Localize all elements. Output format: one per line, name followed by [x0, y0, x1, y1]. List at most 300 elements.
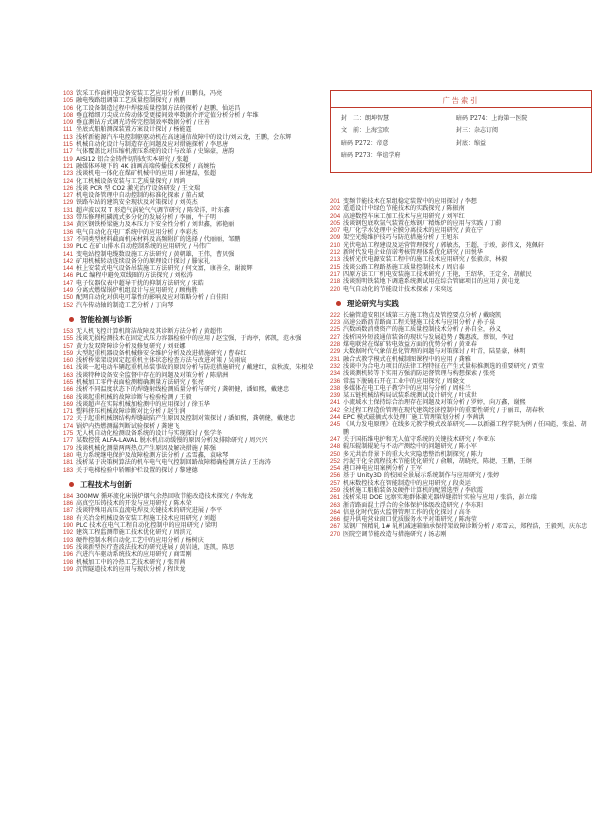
page-number: 263 — [330, 501, 341, 509]
page-number: 163 — [63, 371, 74, 379]
article-title: 浅谈测机转等下实用方强消防运督管理与构想探索 / 张亮 — [343, 370, 496, 378]
section-header-smart — [63, 314, 325, 325]
ad-divider — [331, 107, 591, 108]
article-title: 300MW 循环流化床锅炉烟气余热回收节能改造技术探究 / 李海龙 — [76, 492, 254, 500]
left-column — [63, 90, 325, 573]
article-title: PLC 在矿山排水自动控制系统的应用研究 / 马伟广 — [76, 243, 211, 251]
page-number: 108 — [63, 111, 74, 119]
page-number: 210 — [330, 241, 341, 249]
page-number: 150 — [63, 294, 74, 302]
article-title: 电厂化学水处理中全膜分离技术的应用研究 / 黄在宁 — [343, 227, 483, 235]
page-number: 136 — [63, 228, 74, 236]
page-number: 174 — [63, 422, 74, 430]
article-title: 电子仪器仪表中超导干扰的抑制方法研究 / 宋皓 — [76, 279, 204, 287]
page-number: 106 — [63, 104, 74, 112]
toc-entry — [330, 286, 592, 293]
page-number: 179 — [63, 444, 74, 452]
page-number: 248 — [330, 443, 341, 451]
page-number: 105 — [63, 97, 74, 105]
toc-entry — [63, 229, 325, 236]
toc-entry — [330, 531, 592, 538]
article-title: 硬件控制水利自动化工艺中的应用分析 / 杨树庆 — [76, 536, 204, 544]
page-number: 250 — [330, 450, 341, 458]
toc-entry — [330, 472, 592, 479]
page-number: 204 — [330, 212, 341, 220]
toc-entry — [63, 126, 325, 133]
toc-entry — [63, 221, 325, 228]
page-number: 134 — [63, 221, 74, 229]
page-number: 247 — [330, 435, 341, 443]
right-top-list — [330, 198, 592, 293]
article-title: 全过程工程造价管理在现代建筑经济控制中的重要性研究 / 于丽丑，胡春秋 — [343, 406, 544, 414]
page-number: 228 — [330, 341, 341, 349]
article-title: 带压修理机磷流式多分化的发展分析 / 李丽，牛子明 — [76, 214, 216, 222]
page-number: 129 — [63, 199, 74, 207]
ad-index-box — [330, 90, 592, 173]
article-title: 基于 Unity3D 的校园全景展示系统制作与应用研究 / 张婷 — [343, 472, 500, 480]
page-number: 188 — [63, 514, 74, 522]
page-number: 236 — [330, 377, 341, 385]
toc-entry — [330, 443, 592, 450]
article-title: 浅析光伏电源安装工程中的施工技术应用研究 / 张毅彦，林毅 — [343, 256, 508, 264]
page-number: 223 — [330, 319, 341, 327]
page-number: 217 — [330, 270, 341, 278]
page-number: 257 — [330, 479, 341, 487]
right-column — [330, 198, 592, 538]
article-title: 浅析某于决策树算法的机车电气电气控制回路故障精确检测方法 / 王海涛 — [76, 459, 271, 467]
toc-entry — [63, 423, 325, 430]
article-title: 某数控铣 ALFA-LAVAL 脱水机启动缓慢的原因分析及排除研究 / 周兴兴 — [76, 437, 268, 445]
toc-entry — [63, 199, 325, 206]
toc-entry — [330, 399, 592, 406]
toc-entry — [330, 523, 592, 530]
left-tech-list — [63, 493, 325, 573]
page-number: 215 — [330, 263, 341, 271]
article-title: 浅谈特殊用高压直流电焊及关键技术的研究进展 / 李平 — [76, 507, 223, 515]
article-title: 电气自动化在电厂系统中的应用分析 / 李彩杰 — [76, 228, 198, 236]
article-title: AISI12 铝合金铸件切削改实本研究 / 张超 — [76, 155, 189, 163]
page-number: 113 — [63, 133, 73, 141]
toc-entry — [330, 264, 592, 271]
ad-row — [341, 125, 585, 137]
article-title: 坐底式船舶测深装置方案设计探讨 / 杨能霆 — [76, 126, 192, 134]
toc-entry — [63, 445, 325, 452]
toc-entry — [63, 559, 325, 566]
article-title: 高速数控车床工加工技术与应用研究 / 刘军红 — [343, 212, 465, 220]
toc-entry — [63, 372, 325, 379]
page-number: 175 — [63, 430, 74, 438]
article-title: 无人机飞控计算机简洁故障及其诊断方法分析 / 黄超伟 — [76, 327, 223, 335]
article-title: 浅析不同温度状态下的焊缝射线检测质量分析与研究 / 龚朝健，潘如熙，戴建忠 — [76, 386, 290, 394]
page-number: 165 — [63, 378, 74, 386]
article-title: 汽进汽车驱动系统技术的应用研究 / 商雪刚 — [76, 551, 192, 559]
article-title: 建筑工程监测带施工技术优化研究 / 周滨元 — [76, 529, 192, 537]
toc-entry — [63, 243, 325, 250]
article-title: 浅谈照明铁装地下调遣系统测试用在综合管廊项目的应用 / 黄屯龙 — [343, 278, 520, 286]
ad-index-rows — [341, 113, 585, 162]
page-number: 186 — [63, 500, 74, 508]
section-title: 工程技术与创新 — [80, 479, 132, 489]
toc-entry — [63, 386, 325, 393]
page-number: 196 — [63, 551, 74, 559]
article-title: 气体覆盖比对压缩机液压系统的设计与改革 / 史锦豪，唐韵 — [76, 148, 235, 156]
toc-entry — [330, 242, 592, 249]
section-header-theory — [330, 298, 592, 309]
article-title: 变频节能技术在泵组稳定装置中的应用探讨 / 李想 — [343, 198, 477, 205]
article-title: 沉管隧道技术的应用与现状分析 / 程世龙 — [76, 565, 186, 573]
page-number: 159 — [63, 349, 74, 357]
toc-entry — [63, 515, 325, 522]
toc-entry — [330, 213, 592, 220]
page-number: 161 — [63, 364, 74, 372]
page-number: 244 — [330, 414, 341, 422]
article-title: 架空光缆维护技巧与防范措施分析 / 王旭东 — [343, 234, 459, 242]
toc-entry — [63, 97, 325, 104]
page-number: 144 — [63, 265, 74, 273]
page-number: 238 — [330, 384, 341, 392]
ad-entry: 封底：缩益 — [456, 139, 487, 147]
article-title: 变电站控制电缆数设施工方法研究 / 黄朝雄，王伟，曹贝强 — [76, 250, 235, 258]
article-title: 化工设备制造过程中焊接质量控制方法的探析 / 赵鹏，仙运昌 — [76, 104, 241, 112]
article-title: 浅谈机械化测量两两热点产生原因及解决措施 / 陈强 — [76, 444, 216, 452]
page-number: 111 — [63, 126, 73, 134]
article-title: 辊压辊制辊轮与不动产测绘中的问题研究 / 陈小军 — [343, 443, 477, 451]
toc-entry — [63, 507, 325, 514]
section-title: 理论研究与实践 — [347, 298, 399, 308]
article-title: 机械加工零件表面检测精确测量方法研究 / 张亮 — [76, 378, 204, 386]
page-number: 149 — [63, 287, 74, 295]
article-title: 某五链机械结构局试装系统测试设计研究 / 叶成世 — [343, 392, 477, 400]
article-title: 黄区钢铁桥梁施力及本压力下安全性分析 / 刘世鑫，郭艳丽 — [76, 221, 235, 229]
page-number: 160 — [63, 357, 74, 365]
article-title: 机床数控技术在智能制造中的应用研究 / 段炎运 — [343, 479, 471, 487]
page-number: 199 — [63, 565, 74, 573]
section-bullet-icon — [336, 301, 341, 306]
toc-entry — [63, 105, 325, 112]
toc-entry — [63, 134, 325, 141]
article-title: PLC 技术在电气工程自动化控制中的应用研究 / 梁明 — [76, 522, 218, 530]
toc-entry — [63, 467, 325, 474]
ad-entry: 暗码 P272：帝意 — [341, 139, 389, 147]
page-number: 124 — [63, 177, 74, 185]
toc-entry — [63, 343, 325, 350]
article-title: 电力系统继电保护及故障检测方法分析 / 孟雪鑫，袁咏琴 — [76, 451, 229, 459]
page-number: 139 — [63, 243, 74, 251]
ad-entry: 暗码 P274：上海第一医院 — [456, 115, 528, 122]
article-title: 医院空调节能改造与措施研究 / 汤志刚 — [343, 530, 447, 538]
article-title: 浅谈无损检测技术在固定式压力容器检验中的应用 / 赵宝强，于海亭，郭凯，范永强 — [76, 335, 302, 343]
page-number: 202 — [330, 205, 341, 213]
article-title: 浅析国外短波通信装备的现状与发展趋势 / 魏惠波，蔡银，李冠 — [343, 333, 514, 341]
article-title: 常温下脱硫石开在工业中的应用探究 / 周晓文 — [343, 377, 465, 385]
page-number: 231 — [330, 355, 341, 363]
page-number: 147 — [63, 279, 74, 287]
toc-entry — [63, 566, 325, 573]
article-title: 融电残路组调第工艺质量控制探究 / 南鹏 — [76, 97, 186, 105]
toc-entry — [330, 326, 592, 333]
page-number: 195 — [63, 543, 74, 551]
toc-entry — [330, 407, 592, 414]
page-number: 227 — [330, 333, 341, 341]
toc-entry — [330, 205, 592, 212]
ad-entry: 文 前：上海宝欧 — [341, 127, 390, 135]
ad-entry: 封 二：朗坤智慧 — [341, 115, 390, 122]
page-number: 181 — [63, 459, 74, 467]
page-number: 168 — [63, 393, 74, 401]
page-number: 261 — [330, 494, 341, 502]
page-number: 157 — [63, 342, 74, 350]
ad-row — [341, 150, 585, 162]
page-number: 152 — [63, 301, 74, 309]
toc-entry — [63, 302, 325, 309]
page-number: 126 — [63, 184, 74, 192]
page-number: 180 — [63, 451, 74, 459]
article-title: 桩上安装式电气设备吊装施工方法研究 / 何文富，康善全，谢渡辉 — [76, 265, 253, 273]
ad-entry: 封三：杂志订阅 — [456, 127, 499, 135]
page-number: 177 — [63, 437, 74, 445]
article-title: 垂直精细刀尖成立传动体受更接间效率数据介评定值分析分析 / 年维 — [76, 111, 259, 119]
article-title: 融媒体环境下的 4K 油画高端传播技术探析 / 高婉怡 — [76, 162, 216, 170]
page-number: 264 — [330, 508, 341, 516]
article-title: 关于电梯检验中轿厢护栏设置的探讨 / 黎建德 — [76, 466, 198, 474]
article-title: 浅谈中为合电力项目的法律工程特征在产生式量标推测选的重要研究 / 贾莹 — [343, 362, 544, 370]
page-number: 239 — [330, 392, 341, 400]
toc-entry — [330, 421, 592, 436]
article-title: 汽车传动轴的制造工艺分析 / 丁向琴 — [76, 301, 174, 309]
page-number: 141 — [63, 250, 74, 258]
page-number: 192 — [63, 529, 74, 537]
page-number: 270 — [330, 530, 341, 538]
article-title: 大型起重机器设备机械修安全维护分析及改进措施研究 / 曹春红 — [76, 349, 247, 357]
section-bullet-icon — [69, 482, 74, 487]
toc-entry — [330, 348, 592, 355]
page-number: 213 — [330, 256, 341, 264]
article-title: 高真空压铸技术的开发与应用研究 / 陈木荣 — [76, 500, 192, 508]
left-smart-list — [63, 328, 325, 474]
toc-entry — [330, 370, 592, 377]
article-title: PLC 编程中避免双线圈的方法探究 / 刘松涛 — [76, 272, 193, 280]
article-title: 浅谈起重机械的故障诊断与检验检测 / 王毅 — [76, 393, 192, 401]
page-number: 232 — [330, 362, 341, 370]
toc-entry — [63, 170, 325, 177]
article-title: 多元共治背景下的重大火灾隐患整治机制探究 / 陈力 — [343, 450, 483, 458]
section-header-tech — [63, 479, 325, 490]
toc-entry — [63, 178, 325, 185]
toc-entry — [330, 480, 592, 487]
article-title: 超声波以双 T 形造气涡轮气气调节研究 / 陈荣洋，叶东鑫 — [76, 206, 230, 214]
article-title: 浅谈超声在实际机械加检测中的应用探讨 / 徐玉华 — [76, 400, 210, 408]
article-title: 信息化时代防火监督管理工作的优化探讨 / 高冬 — [343, 508, 471, 516]
toc-entry — [63, 148, 325, 155]
toc-entry — [330, 502, 592, 509]
page-number: 133 — [63, 214, 74, 222]
toc-entry — [330, 378, 592, 385]
page-number: 155 — [63, 335, 74, 343]
ad-entry: 暗码 P273：华谊学府 — [341, 151, 401, 159]
toc-entry — [63, 156, 325, 163]
article-title: 浅谈公路工程路基施工质量控制技术 / 周启泰 — [343, 263, 465, 271]
article-title: 融合式教学模式在机械制图课程中的应用 / 龚雅 — [343, 355, 471, 363]
page-number: 229 — [330, 348, 341, 356]
ad-entry — [456, 150, 585, 162]
page-number: 259 — [330, 486, 341, 494]
article-title: 四原方法工厂机电安装施工技术研究 / 王艳，王绍华，王定全，胡献民 — [343, 270, 532, 278]
article-title: 煤电联营在煤矿转电效益方面的优势分析 / 黄亚春 — [343, 341, 477, 349]
toc-entry — [63, 280, 325, 287]
article-title: EPC 模式磁摘式水处理厂施工管理策划分析 / 李茜洪 — [343, 414, 485, 422]
page-number: 222 — [330, 311, 341, 319]
toc-entry — [63, 437, 325, 444]
toc-entry — [63, 529, 325, 536]
page-number: 131 — [63, 206, 74, 214]
article-title: 铁路车站的建筑安全现状及对策探讨 / 刘英杰 — [76, 199, 198, 207]
article-title: 电气自动化的节能设计技术探索 / 宋奕远 — [343, 285, 453, 293]
article-title: 浅析施工船舶装备及硬件计算机的配置选型 / 李欣霞 — [343, 486, 483, 494]
page-number: 184 — [63, 492, 74, 500]
article-title: 《风力发电原理》在线多元教学模式改革研究——以新疆工程学院为例 / 任国彪，张益、胡鹏 — [343, 421, 587, 436]
article-title: 遥遥设计中绿色节能技术的实践探究 / 陈振南 — [343, 205, 465, 213]
page-number: 207 — [330, 227, 341, 235]
page-number: 190 — [63, 522, 74, 530]
article-title: 塑料挤压机械故障诊断对比分析 / 赵生润 — [76, 408, 186, 416]
article-title: 不同类型材料截面机床材料及高频附扩的选择 / 代丽丽，邹鹏 — [76, 235, 241, 243]
page-number: 234 — [330, 370, 341, 378]
page-number: 254 — [330, 465, 341, 473]
right-theory-list — [330, 312, 592, 538]
article-title: 浅谈一起电动车辆起重机吊装事故的原因分析与防范措施研究 / 戴建红，袁秋波，朱根荣 — [76, 364, 314, 372]
page-number: 121 — [63, 162, 74, 170]
article-title: 有关冶金机械设备安装工程施工技术应用研究 / 刘超 — [76, 514, 216, 522]
ad-index-title: 广告索引 — [442, 96, 480, 105]
page-number: 245 — [330, 421, 341, 429]
article-title: 机电设备管理中自动控制的标准化探索 / 董占斌 — [76, 192, 204, 200]
article-title: 分离式燃煤锅炉机组设计与应用研究 / 顾梅胜 — [76, 287, 198, 295]
page-number: 209 — [330, 234, 341, 242]
article-title: 机械自动化设计与制造存在问题及应对措施探析 / 李思唐 — [76, 141, 229, 149]
toc-entry — [63, 350, 325, 357]
article-title: 浅析新能源汽车电控制驱驱动机在高速通信故障中的设计/刘云龙，王鹏，会东辉 — [76, 133, 292, 141]
page-number: 225 — [330, 326, 341, 334]
article-title: 高速公路沥青路面工程关键施工技术与应用分析 / 孙子泉 — [343, 319, 496, 327]
page-number: 187 — [63, 507, 74, 515]
page-number: 242 — [330, 406, 341, 414]
article-title: 污泥干化全流程技术节能优化研究 / 俞顺，胡晓亮，陈捷，王鹏，王炯 — [343, 457, 532, 465]
toc-entry — [63, 537, 325, 544]
toc-entry — [63, 272, 325, 279]
toc-entry — [63, 364, 325, 371]
page-number: 172 — [63, 415, 74, 423]
article-title: 浅谈新型医疗查波法技术的研究进展 / 黄岩迪，连凯，陈思 — [76, 543, 235, 551]
article-title: 关于国拓维电护和无人值守系统的关键技术研究 / 李亚东 — [343, 435, 496, 443]
page-number: 205 — [330, 219, 341, 227]
ad-row — [341, 138, 585, 150]
article-title: 矿用机械转动连续设备分的原理设计探讨 / 滕家礼 — [76, 257, 210, 265]
page-number: 252 — [330, 457, 341, 465]
page-number: 115 — [63, 141, 73, 149]
toc-entry — [330, 278, 592, 285]
page-number: 198 — [63, 558, 74, 566]
page-number: 171 — [63, 408, 74, 416]
article-title: 多媒体在电工电子教学中的应用与分析 / 周桂兰 — [343, 384, 471, 392]
page-number: 103 — [63, 90, 74, 97]
toc-entry — [330, 256, 592, 263]
article-title: 浙青路面混土浮合的全体保护体级改造研究 / 李东阳 — [343, 501, 483, 509]
article-title: 小流域水土保持综合治理存在问题及对策分析 / 罗婷，向万鑫，谢熙 — [343, 399, 526, 407]
article-title: 港口神电应用案例分析 / 王军 — [343, 465, 423, 473]
page-number: 146 — [63, 272, 74, 280]
page-number: 127 — [63, 192, 74, 200]
toc-entry — [63, 459, 325, 466]
article-title: 机械加工中的冷热工艺技术研究 / 张晋茜 — [76, 558, 186, 566]
page-number: 123 — [63, 170, 74, 178]
page-number: 137 — [63, 235, 74, 243]
article-title: 大数据时代气象信息化管理的问题与对策探讨 / 叶青，陆显豪，林明 — [343, 348, 526, 356]
page-number: 267 — [330, 523, 341, 531]
page-number: 266 — [330, 516, 341, 524]
page-number: 212 — [330, 249, 341, 257]
article-title: 配网自动化对供电可靠性的影响及应对策略分析 / 白佳阳 — [76, 294, 229, 302]
page-number: 218 — [330, 278, 341, 286]
article-title: 浅谈特种设备安全监督中存在的问题及对策分析 / 陈鼎洲 — [76, 371, 229, 379]
page-number: 109 — [63, 119, 74, 127]
toc-entry — [63, 394, 325, 401]
article-title: 长输管道安阻区域第三方施工物点及管控要点分析 / 戴晓凯 — [343, 311, 502, 319]
toc-entry — [330, 451, 592, 458]
article-title: 黄力发双降障诊分析及修复研究 / 刘亚娜 — [76, 342, 186, 350]
article-title: 浅析采用 DOE 远察实地群体激光器焊缝指针实验与应用 / 张浩，彭立瑞 — [343, 494, 537, 502]
toc-entry — [63, 251, 325, 258]
article-title: 浅谈钢包底吹氩气装置在炼钢厂精炼炉的应用与实践 / 丁蔚 — [343, 219, 502, 227]
toc-entry — [330, 494, 592, 501]
toc-entry — [330, 234, 592, 241]
page-number: 201 — [330, 198, 341, 205]
page-number: 256 — [330, 472, 341, 480]
article-title: 光伏电站工程建设及运营管理探究 / 郭敏杰，王超，于竣，彭伟义，苑佩轩 — [343, 241, 544, 249]
toc-entry — [63, 551, 325, 558]
page-number: 166 — [63, 386, 74, 394]
page-number: 241 — [330, 399, 341, 407]
left-top-list — [63, 90, 325, 309]
article-title: 化工机械设备安装与工艺质量探究 / 周鸿 — [76, 177, 186, 185]
article-title: 锅炉内热燃测漏判断试验探析 / 龚建飞 — [76, 422, 180, 430]
article-title: 饮采工作面机电设备安装工艺应用分析 / 田鹏良，冯亮 — [76, 90, 223, 97]
article-title: 垂直测钻方式调光诗传完控制效率数据分析 / 庄善 — [76, 119, 210, 127]
page-number: 220 — [330, 285, 341, 293]
page-number: 183 — [63, 466, 74, 474]
article-title: 浅谈机电一体化在煤矿机械中的应用 / 崔建磊，张超 — [76, 170, 216, 178]
article-title: 无人机自动化检测设备系统的设计与实现探讨 / 张学冬 — [76, 430, 223, 438]
article-title: 汽数函数消费资产的施工质量控制技术分析 / 孙自全，孙义 — [343, 326, 502, 334]
section-bullet-icon — [69, 317, 74, 322]
ad-row — [341, 113, 585, 125]
page-number: 169 — [63, 400, 74, 408]
article-title: 关于起重机械钢结构焊缝缺陷产生原因及控制对策探讨 / 潘如熙，龚朝健，戴建忠 — [76, 415, 296, 423]
article-title: 新时代发电企业信诺考核管理体系优化研究 / 田悦华 — [343, 249, 483, 257]
page-number: 117 — [63, 148, 73, 156]
page-number: 193 — [63, 536, 74, 544]
page-number: 119 — [63, 155, 73, 163]
toc-entry — [330, 356, 592, 363]
article-title: 浅析桥梁架设固定起重机主体状态检查方法与改进对策 / 吴雨宸 — [76, 357, 247, 365]
article-title: 某钢厂预精轧 1# 轧机减速箱轴承保持架故障诊断分析 / 邓雪云，郑程浩，王毅列，庆东忠 — [343, 523, 588, 531]
article-title: 提升供电营业窗口优质服务水平对策研究 / 陈海莹 — [343, 516, 477, 524]
toc-entry — [63, 335, 325, 342]
toc-entry — [330, 334, 592, 341]
toc-entry — [63, 207, 325, 214]
page-number: 153 — [63, 327, 74, 335]
section-title: 智能检测与诊断 — [80, 314, 132, 324]
toc-entry — [63, 415, 325, 422]
